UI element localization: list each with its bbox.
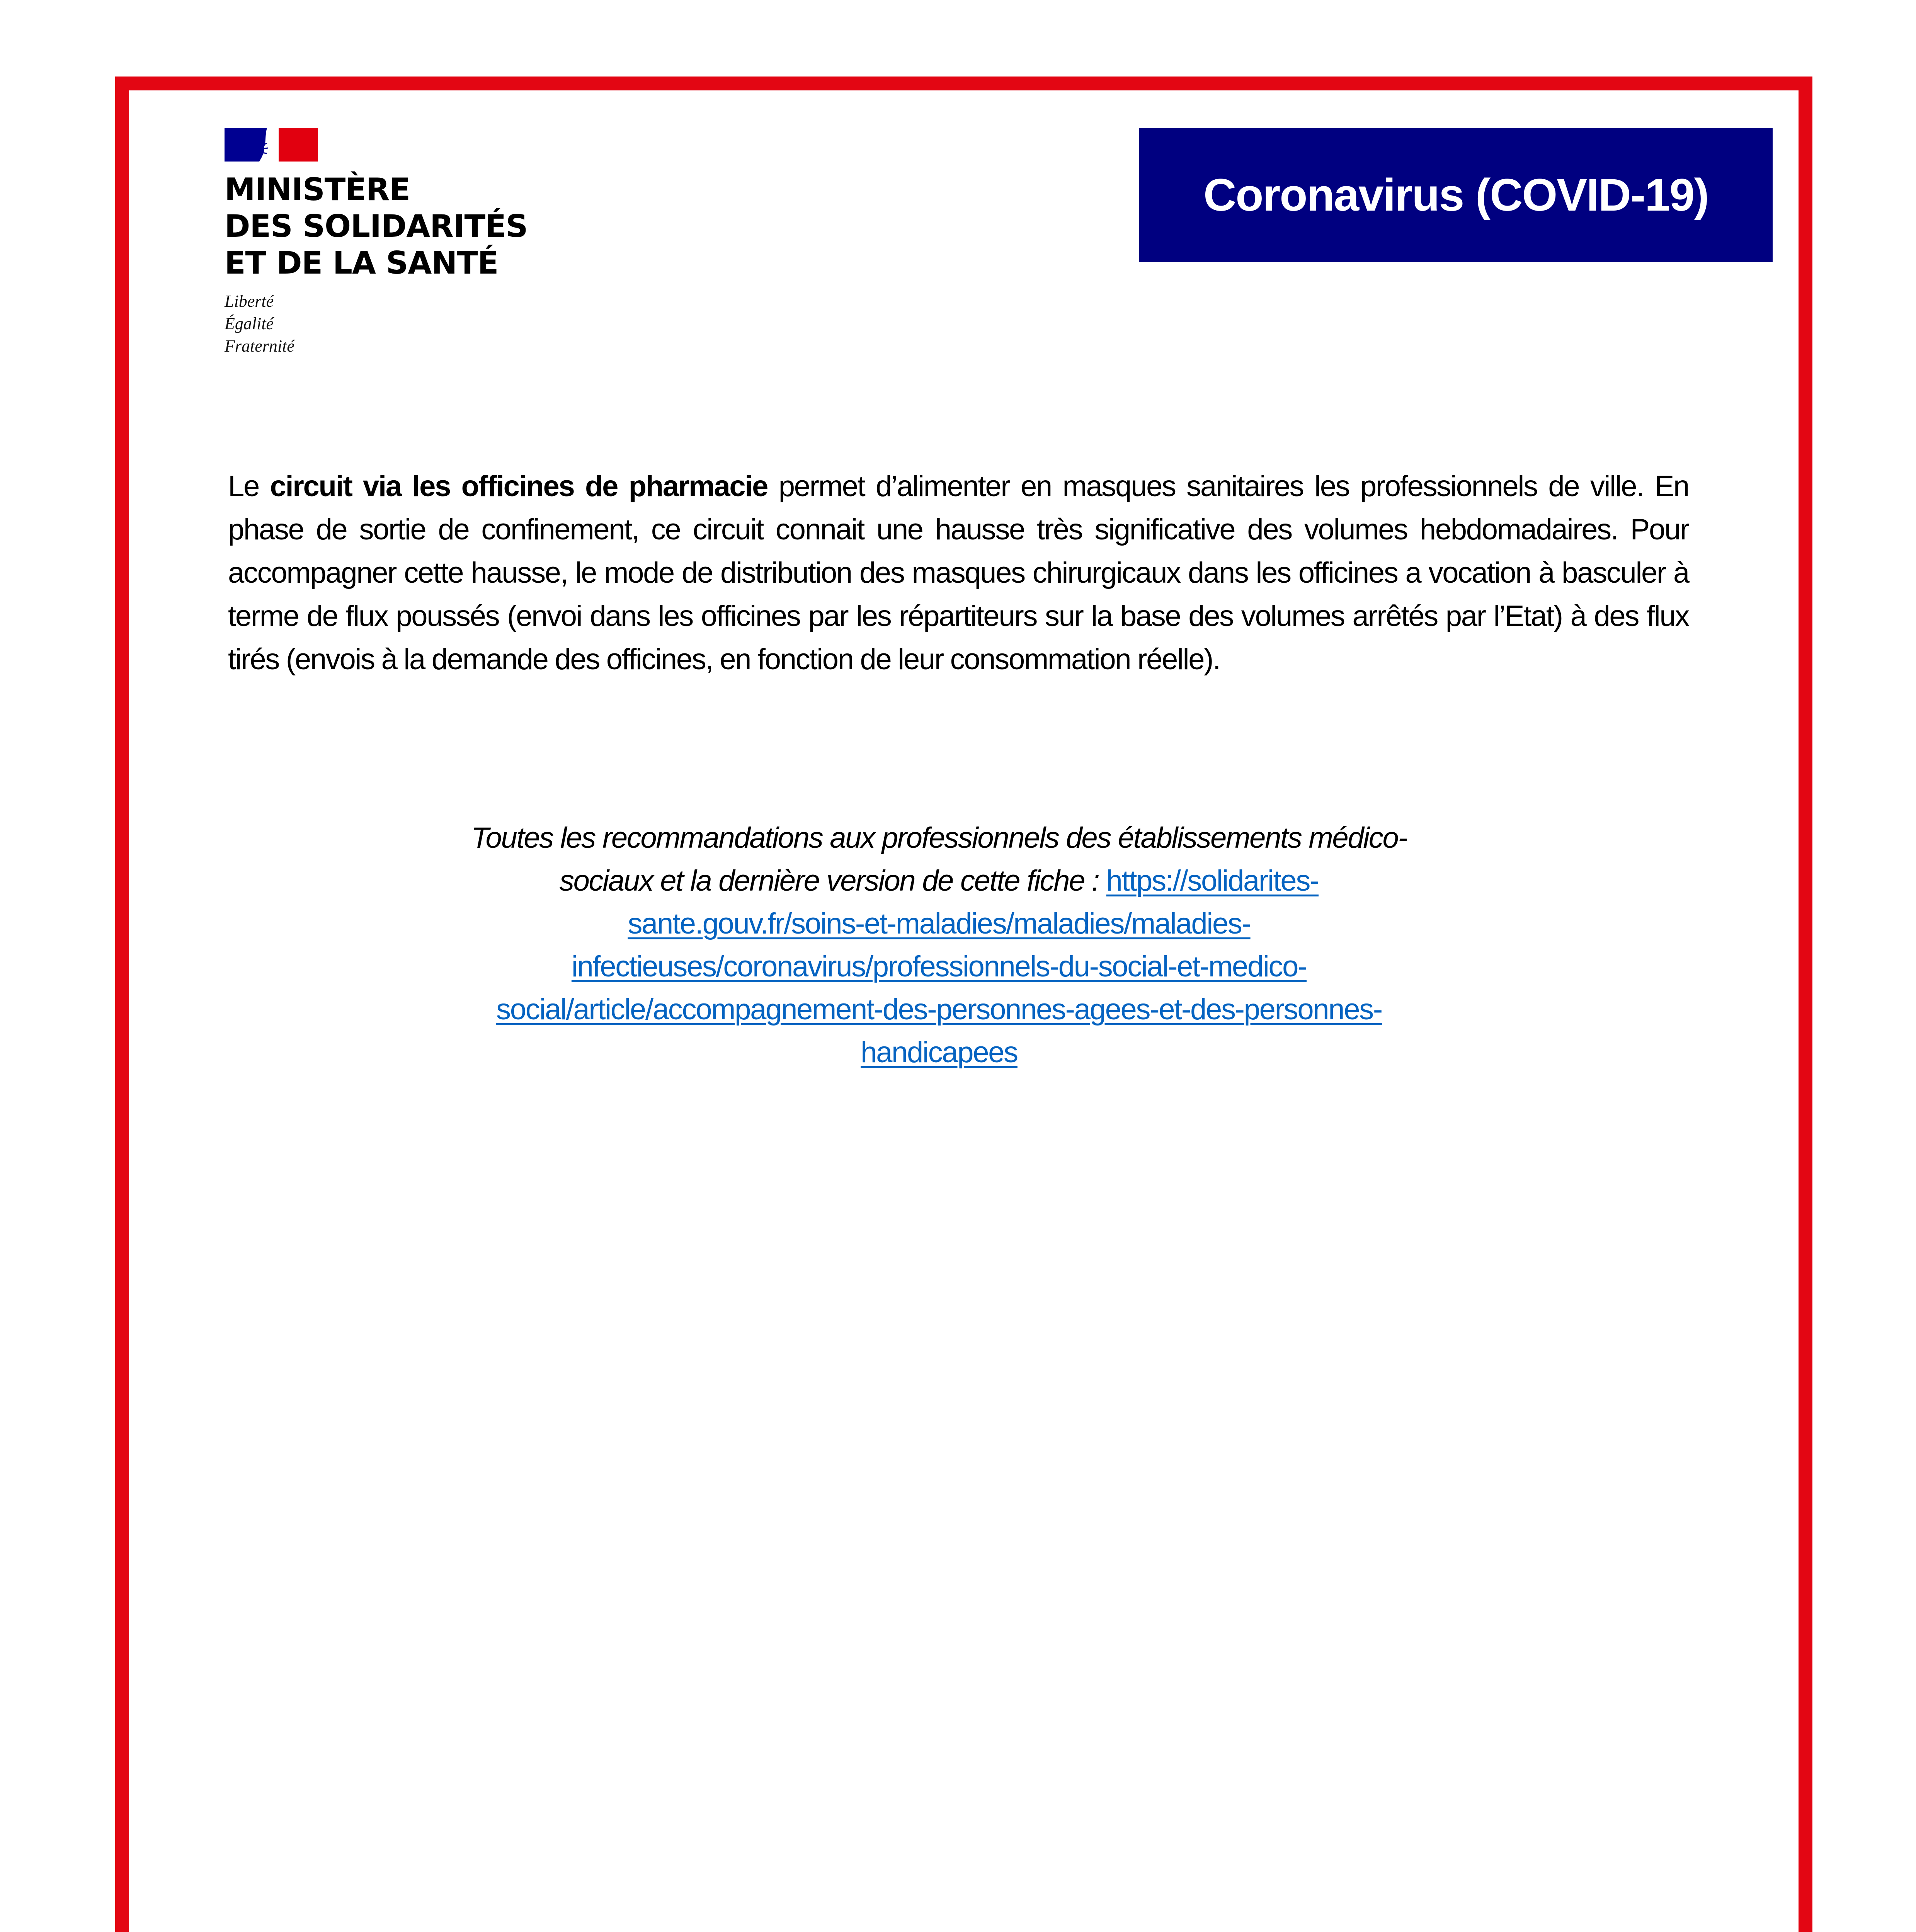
motto-line: Fraternité [225,337,294,355]
ministry-line: MINISTÈRE [225,172,410,207]
reference-block [359,816,1519,1074]
paragraph-intro: Le [228,470,270,503]
banner-title: Coronavirus (COVID-19) [1203,170,1708,221]
flag-red-band [279,128,318,162]
reference-link[interactable]: social/article/accompagnement-des-personnes-agees-et-des-personnes- [496,993,1382,1026]
title-banner [1139,128,1773,262]
reference-link[interactable]: infectieuses/coronavirus/professionnels-du-social-et-medico- [571,950,1307,983]
motto-line: Égalité [225,314,274,333]
reference-link[interactable]: handicapees [861,1036,1018,1069]
reference-lead-line: Toutes les recommandations aux professionnels des établissements médico- [471,821,1407,854]
ministry-name [225,171,527,281]
ministry-line: DES SOLIDARITÉS [225,208,528,244]
republic-motto [225,290,294,357]
paragraph-bold-phrase: circuit via les officines de pharmacie [270,470,768,503]
marianne-flag-icon [225,128,318,162]
reference-lead-line: sociaux et la dernière version de cette fiche : [559,864,1106,897]
motto-line: Liberté [225,292,274,311]
body-paragraph [228,465,1689,681]
ministry-line: ET DE LA SANTÉ [225,245,499,281]
paragraph-text: permet d’alimenter en masques sanitaires les professionnels de ville. En phase de sortie de confinement, ce circuit connait une hausse très significative des volumes hebdomadaires. Pour accompagner cette hausse, le mode de distribution des masques chirurgicaux dans les officines a vocation à basculer à terme de flux poussés (envoi dans les officines par les répartiteurs sur la base des volumes arrêtés par l’Etat) à des flux tirés (envois à la demande des officines, en fonction de leur consommation réelle). [228,470,1689,676]
reference-link[interactable]: sante.gouv.fr/soins-et-maladies/maladies/maladies- [628,907,1251,940]
reference-link[interactable]: https://solidarites- [1106,864,1319,897]
